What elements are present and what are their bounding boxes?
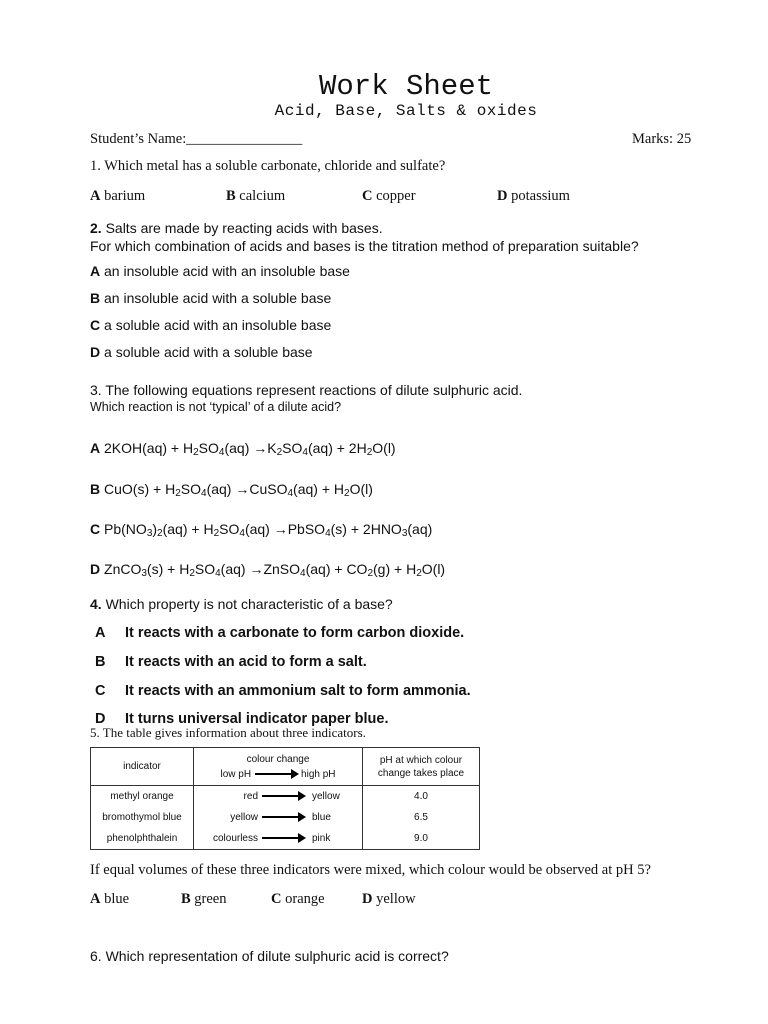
table-cell-indicator: bromothymol blue [102,812,182,823]
table-cell-indicator: methyl orange [110,791,174,802]
question-6-text: 6. Which representation of dilute sulphuric acid is correct? [90,948,449,964]
arrow-icon [262,795,304,797]
option-letter: B [90,481,101,497]
option-text: an insoluble acid with a soluble base [100,290,332,306]
option-text: orange [281,891,325,907]
option-letter: D [90,561,101,577]
option-text: an insoluble acid with an insoluble base [100,263,350,279]
q2-option-d[interactable] [90,344,313,360]
table-row [194,807,362,828]
table-cell-ph: 6.5 [414,812,428,823]
table-cell-ph: 9.0 [414,833,428,844]
q4-option-b-text[interactable]: It reacts with an acid to form a salt. [125,654,367,670]
option-letter: B [181,891,191,907]
question-text: Salts are made by reacting acids with bases. [101,220,383,236]
question-number: 4. [90,596,102,612]
q1-option-d[interactable] [497,188,570,205]
table-cell-high: yellow [312,791,340,802]
marks-label: Marks: 25 [632,131,692,147]
ph-column [363,786,480,850]
equation: $2KOH(aq) + H_2SO_4(aq) \to K_2SO_4(aq) + 2H_2O(l)$ [104,440,396,458]
q4-option-a-text[interactable]: It reacts with a carbonate to form carbon dioxide. [125,625,465,641]
option-text: blue [100,891,130,907]
q2-option-a[interactable] [90,263,350,279]
question-2-line-1 [90,220,383,236]
option-text: a soluble acid with a soluble base [100,344,313,360]
table-cell-indicator: phenolphthalein [106,833,178,844]
q1-option-b[interactable] [226,188,285,205]
q4-option-c-text[interactable]: It reacts with an ammonium salt to form ammonia. [125,683,471,699]
equation: ZnCO$_3$(s) + $H_2SO_4(aq)$ →ZnSO$_4$(aq) + $CO_2(g) + H_2O(l)$ [104,561,446,579]
q5-option-a[interactable] [90,891,129,908]
question-3-line-2: Which reaction is not ‘typical’ of a dilute acid? [90,400,342,414]
option-letter: D [497,188,508,204]
q4-option-d-text[interactable]: It turns universal indicator paper blue. [125,711,389,727]
colour-change-label: colour change [246,753,310,765]
colour-change-subheader [194,769,362,780]
question-5-prompt: If equal volumes of these three indicators were mixed, which colour would be observed at pH 5? [90,862,651,878]
q4-option-d-letter[interactable]: D [95,711,106,727]
table-cell-ph: 4.0 [414,791,428,802]
option-letter: C [271,891,282,907]
indicator-table [90,747,480,850]
arrow-icon [262,816,304,818]
indicator-column [91,786,194,850]
low-ph-label: low pH [220,768,252,780]
option-text: calcium [235,188,286,204]
q4-option-a-letter[interactable]: A [95,625,106,641]
option-text: yellow [372,891,416,907]
q1-option-a[interactable] [90,188,145,205]
q2-option-c[interactable] [90,317,331,333]
table-header-colour-change [194,748,363,786]
table-cell-high: blue [312,812,331,823]
q3-option-c[interactable] [90,521,432,539]
option-letter: A [90,440,101,456]
option-letter: B [226,188,236,204]
option-text: copper [372,188,416,204]
option-letter: C [90,521,101,537]
table-row [194,828,362,849]
table-cell-low: yellow [230,812,258,823]
q4-option-b-letter[interactable]: B [95,654,106,670]
option-letter: A [90,891,101,907]
worksheet-title: Work Sheet [318,70,494,103]
equation: $CuO(s) + H_2SO_4(aq)$ →CuSO$_4$(aq) + $H_2O(l)$ [104,481,373,499]
option-text: green [190,891,227,907]
student-name-field[interactable]: Student’s Name:________________ [90,131,303,147]
question-1-text: 1. Which metal has a soluble carbonate, chloride and sulfate? [90,158,446,174]
table-cell-low: red [243,791,258,802]
option-letter: A [90,263,101,279]
option-text: barium [100,188,146,204]
table-cell-low: colourless [212,833,258,844]
q5-option-d[interactable] [362,891,416,908]
q3-option-d[interactable] [90,561,445,579]
table-cell-high: pink [312,833,331,844]
table-row [194,786,362,807]
q5-option-c[interactable] [271,891,325,908]
option-letter: C [362,188,373,204]
question-3-line-1: 3. The following equations represent reactions of dilute sulphuric acid. [90,382,523,398]
question-number: 2. [90,220,102,236]
worksheet-subtitle: Acid, Base, Salts & oxides [274,102,538,120]
question-2-line-2: For which combination of acids and bases is the titration method of preparation suitable? [90,238,639,254]
question-5-text: 5. The table gives information about three indicators. [90,725,366,740]
option-text: a soluble acid with an insoluble base [100,317,332,333]
equation: $Pb(NO_3)_2(aq) + H_2SO_4(aq)$ →PbSO$_4$(s) + $2HNO_3(aq)$ [104,521,433,539]
q1-option-c[interactable] [362,188,416,205]
arrow-icon [255,773,297,775]
q2-option-b[interactable] [90,290,331,306]
question-text: Which property is not characteristic of a base? [101,596,393,612]
arrow-icon [262,837,304,839]
q4-option-c-letter[interactable]: C [95,683,106,699]
table-header-ph: pH at which colour change takes place [363,748,480,786]
table-header-indicator: indicator [91,748,194,786]
option-text: potassium [507,188,570,204]
q5-option-b[interactable] [181,891,227,908]
option-letter: D [362,891,373,907]
q3-option-a[interactable] [90,440,396,458]
option-letter: C [90,317,101,333]
high-ph-label: high pH [301,768,336,780]
option-letter: D [90,344,101,360]
colour-change-column [194,786,363,850]
option-letter: B [90,290,101,306]
option-letter: A [90,188,101,204]
question-4-text [90,596,393,612]
q3-option-b[interactable] [90,481,373,499]
